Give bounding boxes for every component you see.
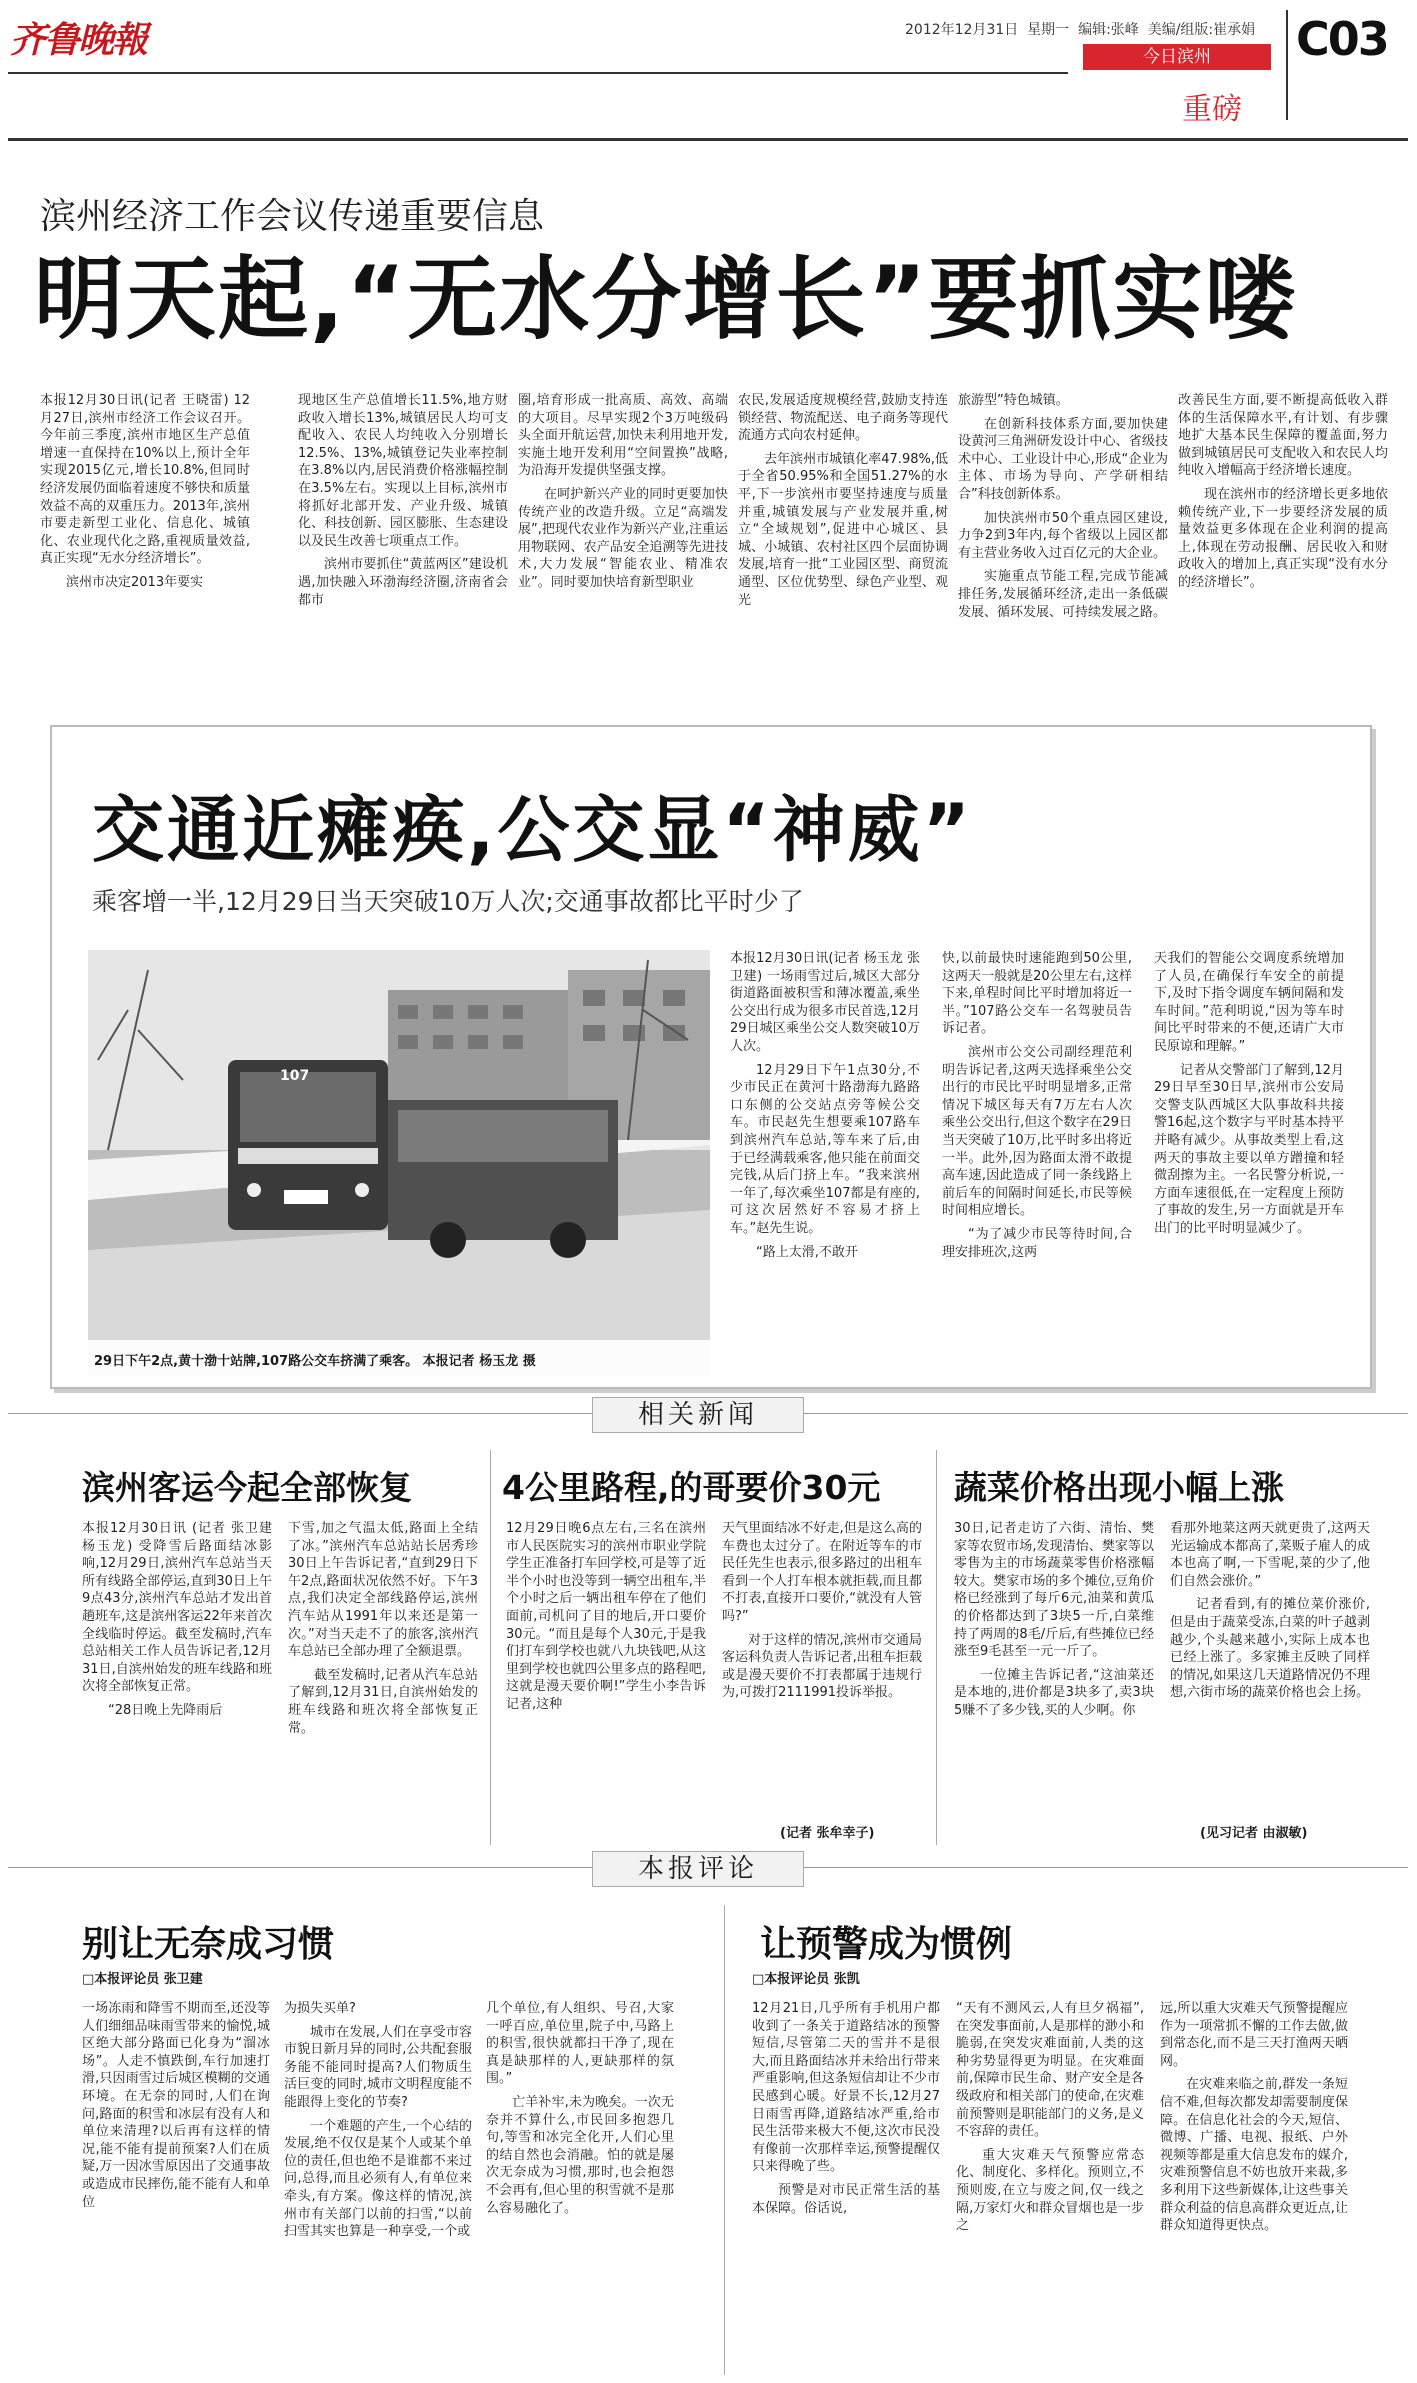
commentary-divider bbox=[724, 1905, 725, 2375]
lead-headline: 明天起,“无水分增长”要抓实喽 bbox=[34, 247, 1297, 352]
masthead-logo: 齐鲁晚報 bbox=[10, 19, 147, 61]
related-1-column-2 bbox=[288, 1520, 478, 1842]
feature-paragraph: 天我们的智能公交调度系统增加了人员,在确保行车安全的前提下,及时下指令调度车辆间隔和发车时间。”范利明说,“因为等车时间比平时带来的不便,还请广大市民原谅和理解。” bbox=[1154, 951, 1344, 1054]
related-paragraph: 记者看到,有的摊位菜价涨价,但是由于蔬菜受冻,白菜的叶子越剥越少,个头越来越小,实际上成本也已经上涨了。多家摊主反映了同样的情况,如果这几天道路情况仍不理想,六街市场的蔬菜价格也会上扬。 bbox=[1170, 1597, 1370, 1701]
commentary-headline-1: 别让无奈成习惯 bbox=[82, 1924, 335, 1965]
lead-column-3 bbox=[518, 392, 728, 692]
related-news-label: 相关新闻 bbox=[592, 1397, 804, 1433]
feature-column-3 bbox=[1154, 950, 1344, 1370]
commentary-headline-2: 让预警成为惯例 bbox=[760, 1924, 1013, 1965]
commentary-1-column-3 bbox=[486, 2000, 674, 2370]
masthead-rule bbox=[8, 72, 1068, 74]
lead-column-5 bbox=[958, 392, 1168, 692]
commentary-paragraph: 城市在发展,人们在享受市容市貌日新月异的同时,公共配套服务能不能同时提高?人们物质生活巨变的同时,城市文明程度能不能跟得上变化的节奏? bbox=[284, 2024, 472, 2110]
commentary-paragraph: 亡羊补牢,未为晚矣。一次无奈并不算什么,市民回多抱怨几句,等雪和冰完全化开,人们心里的结自然也会消融。怕的就是屡次无奈成为习惯,那时,也会抱怨不会再有,但心里的积雪就不是那么容易融化了。 bbox=[486, 2094, 674, 2216]
related-paragraph: 一位摊主告诉记者,“这油菜还是本地的,进价都是3块多了,卖3块5赚不了多少钱,买的人少啊。你 bbox=[954, 1667, 1154, 1718]
lead-column-2 bbox=[298, 392, 508, 692]
commentary-2-column-1 bbox=[752, 2000, 940, 2370]
lead-paragraph: 改善民生方面,要不断提高低收入群体的生活保障水平,有计划、有步骤地扩大基本民生保障的覆盖面,努力做到城镇居民可支配收入和农民人均纯收入增幅高于经济增长速度。 bbox=[1178, 393, 1388, 479]
related-paragraph: 本报12月30日讯 (记者 张卫建 杨玉龙) 受降雪后路面结冰影响,12月29日,滨州汽车总站当天所有线路全部停运,直到30日上午9点43分,滨州汽车总站才发出首趟班车,这是滨州客运22年来首次全线临时停运。截至发稿时,汽车总站相关工作人员告诉记者,12月31日,自滨州始发的班车线路和班次将全部恢复正常。 bbox=[82, 1521, 272, 1695]
editor-credit: 编辑:张峰 bbox=[1078, 22, 1139, 38]
commentary-paragraph: 一个难题的产生,一个心结的发展,绝不仅仅是某个人或某个单位的责任,但也绝不是谁都不来过问,总得,而且必须有人,有单位来牵头,有方案。像这样的情况,滨州市有关部门以前的扫雪,“以前扫雪其实也算是一种享受,一个或 bbox=[284, 2118, 472, 2240]
related-headline-1: 滨州客运今起全部恢复 bbox=[82, 1468, 412, 1507]
lead-column-1 bbox=[40, 392, 250, 692]
feature-paragraph: 本报12月30日讯(记者 杨玉龙 张卫建) 一场雨雪过后,城区大部分街道路面被积雪和薄冰覆盖,乘坐公交出行成为很多市民首选,12月29日城区乘坐公交人数突破10万人次。 bbox=[730, 951, 920, 1054]
lead-column-4 bbox=[738, 392, 948, 692]
commentary-paragraph: 几个单位,有人组织、号召,大家一呼百应,单位里,院子中,马路上的积雪,很快就都扫干净了,现在真是缺那样的人,更缺那样的氛围。” bbox=[486, 2001, 674, 2087]
feature-paragraph: 快,以前最快时速能跑到50公里,这两天一般就是20公里左右,这样下来,单程时间比平时增加将近一半。”107路公交车一名驾驶员告诉记者。 bbox=[942, 951, 1132, 1037]
commentary-paragraph: “天有不测风云,人有旦夕祸福”,在突发事面前,人是那样的渺小和脆弱,在突发灾难面前,人类的这种劣势显得更为明显。在灾难面前,保障市民生命、财产安全是各级政府和相关部门的使命,在灾难前预警则是职能部门的义务,是义不容辞的责任。 bbox=[956, 2001, 1144, 2140]
commentary-byline-1: □本报评论员 张卫建 bbox=[82, 1972, 203, 1987]
commentary-2-column-3 bbox=[1160, 2000, 1348, 2370]
related-paragraph: “28日晚上先降雨后 bbox=[108, 1702, 223, 1718]
photo-caption: 29日下午2点,黄十渤十站牌,107路公交车挤满了乘客。 本报记者 杨玉龙 摄 bbox=[94, 1354, 536, 1369]
lead-paragraph: 滨州市要抓住“黄蓝两区”建设机遇,加快融入环渤海经济圈,济南省会都市 bbox=[298, 557, 508, 608]
related-headline-2: 4公里路程,的哥要价30元 bbox=[502, 1468, 881, 1507]
related-paragraph: 30日,记者走访了六街、清怡、樊家等农贸市场,发现清怡、樊家等以零售为主的市场蔬菜零售价格涨幅较大。樊家市场的多个摊位,豆角价格已经涨到了每斤6元,油菜和黄瓜的价格都达到了3块5一斤,白菜维持了两周的8毛/斤后,有些摊位已经涨至9毛甚至一元一斤了。 bbox=[954, 1521, 1154, 1660]
commentary-1-column-1 bbox=[82, 2000, 270, 2370]
lead-paragraph: 加快滨州市50个重点园区建设,力争2到3年内,每个省级以上园区都有主营业务收入过百亿元的大企业。 bbox=[958, 510, 1168, 561]
issue-date: 2012年12月31日 bbox=[905, 22, 1019, 38]
feature-paragraph: “路上太滑,不敢开 bbox=[756, 1244, 858, 1260]
commentary-paragraph: 远,所以重大灾难天气预警提醒应作为一项常抓不懈的工作去做,做到常态化,而不是三天打渔两天晒网。 bbox=[1160, 2001, 1348, 2069]
column-name: 重磅 bbox=[1182, 92, 1242, 127]
commentary-label: 本报评论 bbox=[592, 1851, 804, 1887]
related-paragraph: 看那外地菜这两天就更贵了,这两天光运输成本都高了,菜贩子雇人的成本也高了啊,一下雪呢,菜的少了,他们自然会涨价。” bbox=[1170, 1521, 1370, 1589]
related-paragraph: 对于这样的情况,滨州市交通局客运科负责人告诉记者,出租车拒载或是漫天要价不打表都属于违规行为,可拨打2111991投诉举报。 bbox=[722, 1632, 922, 1701]
lead-paragraph: 本报12月30日讯(记者 王晓雷) 12月27日,滨州市经济工作会议召开。今年前三季度,滨州市地区生产总值增速一直保持在10%以上,预计全年实现2015亿元,增长10.8%,但同时经济发展仍面临着速度不够快和质量效益不高的双重压力。2013年,滨州市要走新型工业化、信息化、城镇化、农业现代化之路,重视质量效益,真正实现“无水分经济增长”。 bbox=[40, 393, 250, 567]
feature-column-1 bbox=[730, 950, 920, 1370]
feature-paragraph: 记者从交警部门了解到,12月29日早至30日早,滨州市公安局交警支队西城区大队事故科共接警16起,这个数字与平时基本持平并略有减少。从事故类型上看,这两天的事故主要以单方蹭撞和轻微刮擦为主。一名民警分析说,一方面车速很低,在一定程度上预防了事故的发生,另一方面就是开车出门的比平时明显减少了。 bbox=[1154, 1062, 1344, 1236]
feature-paragraph: 滨州市公交公司副经理范利明告诉记者,这两天选择乘坐公交出行的市民比平时明显增多,正常情况下城区每天有7万左右人次乘坐公交出行,但这个数字在29日当天突破了10万,比平时多出将近一半。此外,因为路面太滑不敢提高车速,因此造成了同一条线路上前后车的间隔时间延长,市民等候时间相应增长。 bbox=[942, 1044, 1132, 1219]
related-divider-1 bbox=[490, 1450, 491, 1845]
page-number: C03 bbox=[1296, 12, 1388, 66]
commentary-paragraph: 12月21日,几乎所有手机用户都收到了一条关于道路结冰的预警短信,尽管第二天的雪并不是很大,而且路面结冰并未给出行带来严重影响,但这条短信却让不少市民感到心暖。好景不长,12月27日雨雪再降,道路结冰严重,给市民生活带来极大不便,这次市民没有像前一次那样幸运,预警提醒仅只来得晚了些。 bbox=[752, 2001, 940, 2175]
feature-subheadline: 乘客增一半,12月29日当天突破10万人次;交通事故都比平时少了 bbox=[92, 887, 804, 916]
lead-paragraph: 现地区生产总值增长11.5%,地方财政收入增长13%,城镇居民人均可支配收入、农民人均纯收入分别增长12.5%、13%,城镇登记失业率控制在3.8%以内,居民消费价格涨幅控制在3.5%左右。实现以上目标,滨州市将抓好北部开发、产业升级、城镇化、科技创新、园区膨胀、生态建设以及民生改善七项重点工作。 bbox=[298, 393, 508, 549]
lead-paragraph: 实施重点节能工程,完成节能减排任务,发展循环经济,走出一条低碳发展、循环发展、可持续发展之路。 bbox=[958, 569, 1168, 620]
issue-weekday: 星期一 bbox=[1027, 22, 1070, 38]
related-3-column-2 bbox=[1170, 1520, 1370, 1820]
commentary-paragraph: 重大灾难天气预警应常态化、制度化、多样化。预则立,不预则废,在立与废之间,仅一线之隔,万家灯火和群众冒烟也是一步之 bbox=[956, 2147, 1144, 2234]
related-paragraph: 天气里面结冰不好走,但是这么高的车费也太过分了。在附近等车的市民任先生也表示,很多路过的出租车看到一个人打车根本就拒载,而且都不打表,直接开口要价,“就没有人管吗?” bbox=[722, 1521, 922, 1624]
related-paragraph: 下雪,加之气温太低,路面上全结了冰。”滨州汽车总站站长居秀珍30日上午告诉记者,“直到29日下午2点,路面状况依然不好。下午3点,我们决定全部线路停运,滨州汽车站从1991年以来还是第一次。”对当天走不了的旅客,滨州汽车总站已全部办理了全额退票。 bbox=[288, 1521, 478, 1660]
feature-paragraph: “为了减少市民等待时间,合理安排班次,这两 bbox=[942, 1226, 1132, 1260]
commentary-paragraph: 一场冻雨和降雪不期而至,还没等人们细细品味雨雪带来的愉悦,城区绝大部分路面已化身为“溜冰场”。人走不慎跌倒,车行加速打滑,只因雨雪过后城区模糊的交通环境。在无奈的同时,人们在询问,路面的积雪和冰层有没有人和单位来清理?以后再有这样的情况,能不能有提前预案?人们在质疑,万一因冰雪原因出了交通事故或造成市民摔伤,能不能有人和单位 bbox=[82, 2001, 270, 2210]
related-1-column-1 bbox=[82, 1520, 272, 1842]
lead-paragraph: 旅游型”特色城镇。 bbox=[958, 393, 1069, 408]
feature-paragraph: 12月29日下午1点30分,不少市民正在黄河十路渤海九路路口东侧的公交站点旁等候公交车。市民赵先生想要乘107路车到滨州汽车总站,等车来了后,由于已经满载乘客,他只能在前面交完钱,从后门挤上车。“我来滨州一年了,每次乘坐107都是有座的,可这次居然好不容易才挤上车。”赵先生说。 bbox=[730, 1062, 920, 1236]
designer-credit: 美编/组版:崔承娟 bbox=[1147, 22, 1256, 38]
lead-paragraph: 圈,培育形成一批高质、高效、高端的大项目。尽早实现2个3万吨级码头全面开航运营,加快未利用地开发,实施土地开发利用“空间置换”战略,为沿海开发提供坚强支撑。 bbox=[518, 393, 728, 479]
related-3-column-1 bbox=[954, 1520, 1154, 1842]
lead-paragraph: 去年滨州市城镇化率47.98%,低于全省50.95%和全国51.27%的水平,下一步滨州市要坚持速度与质量并重,城镇发展与产业发展并重,树立“全域规划”,促进中心城区、县城、小城镇、农村社区四个层面协调发展,培育一批“工业园区型、商贸流通型、区位优势型、绿色产业型、观光 bbox=[738, 451, 948, 608]
lead-paragraph: 农民,发展适度规模经营,鼓励支持连锁经营、物流配送、电子商务等现代流通方式向农村延伸。 bbox=[738, 393, 948, 444]
lead-paragraph: 滨州市决定2013年要实 bbox=[66, 574, 204, 590]
commentary-paragraph: 预警是对市民正常生活的基本保障。俗话说, bbox=[752, 2182, 940, 2216]
lead-paragraph: 现在滨州市的经济增长更多地依赖传统产业,下一步要经济发展的质量效益更多体现在企业利润的提高上,体现在劳动报酬、居民收入和财政收入的增加上,真正实现“没有水分的经济增长”。 bbox=[1178, 486, 1388, 590]
commentary-2-column-2 bbox=[956, 2000, 1144, 2370]
feature-headline: 交通近瘫痪,公交显“神威” bbox=[92, 788, 973, 872]
commentary-1-column-2 bbox=[284, 2000, 472, 2370]
related-headline-3: 蔬菜价格出现小幅上涨 bbox=[954, 1468, 1284, 1507]
related-divider-2 bbox=[936, 1450, 937, 1845]
feature-column-2 bbox=[942, 950, 1132, 1370]
lead-paragraph: 在呵护新兴产业的同时更要加快传统产业的改造升级。立足“高端发展”,把现代农业作为新兴产业,注重运用物联网、农产品安全追溯等先进技术,大力发展“智能农业、精准农业”。同时要加快培育新型职业 bbox=[518, 486, 728, 590]
lead-kicker: 滨州经济工作会议传递重要信息 bbox=[40, 196, 545, 237]
lead-column-6 bbox=[1178, 392, 1388, 692]
related-paragraph: 截至发稿时,记者从汽车总站了解到,12月31日,自滨州始发的班车线路和班次将全部恢复正常。 bbox=[288, 1667, 478, 1736]
commentary-byline-2: □本报评论员 张凯 bbox=[752, 1972, 860, 1987]
bus-photo bbox=[88, 950, 710, 1376]
related-3-signoff: (见习记者 由淑敏) bbox=[1200, 1826, 1308, 1841]
bus-route-sign: 107 bbox=[280, 1068, 310, 1084]
masthead-dateline bbox=[905, 19, 1255, 39]
related-2-column-1 bbox=[506, 1520, 706, 1820]
lead-paragraph: 在创新科技体系方面,要加快建设黄河三角洲研发设计中心、省级技术中心、工业设计中心,形成“企业为主体、市场为导向、产学研相结合”科技创新体系。 bbox=[958, 416, 1168, 502]
bus-photo-illustration bbox=[88, 950, 710, 1376]
section-tab: 今日滨州 bbox=[1083, 44, 1271, 70]
related-2-column-2 bbox=[722, 1520, 922, 1820]
masthead-divider bbox=[1286, 10, 1288, 120]
masthead-rule-bottom bbox=[8, 138, 1408, 141]
commentary-paragraph: 在灾难来临之前,群发一条短信不难,但每次都发却需要制度保障。在信息化社会的今天,短信、微博、广播、电视、报纸、户外视频等都是重大信息发布的媒介,灾难预警信息不妨也放开来裁,多多利用下这些新媒体,让这些事关群众利益的信息高群众更近点,让群众知道得更快点。 bbox=[1160, 2077, 1348, 2234]
related-paragraph: 12月29日晚6点左右,三名在滨州市人民医院实习的滨州市职业学院学生正准备打车回学校,可是等了近半个小时也没等到一辆空出租车,半个小时之后一辆出租车停在了他们面前,司机问了目的地后,开口要价30元。“而且是每个人30元,于是我们打车到学校也就八九块钱吧,从这里到学校也就四公里多点的路程吧,这就是漫天要价啊!”学生小李告诉记者,这种 bbox=[506, 1521, 706, 1712]
related-2-signoff: (记者 张牟幸子) bbox=[780, 1826, 875, 1841]
commentary-paragraph: 为损失买单? bbox=[284, 2001, 356, 2016]
